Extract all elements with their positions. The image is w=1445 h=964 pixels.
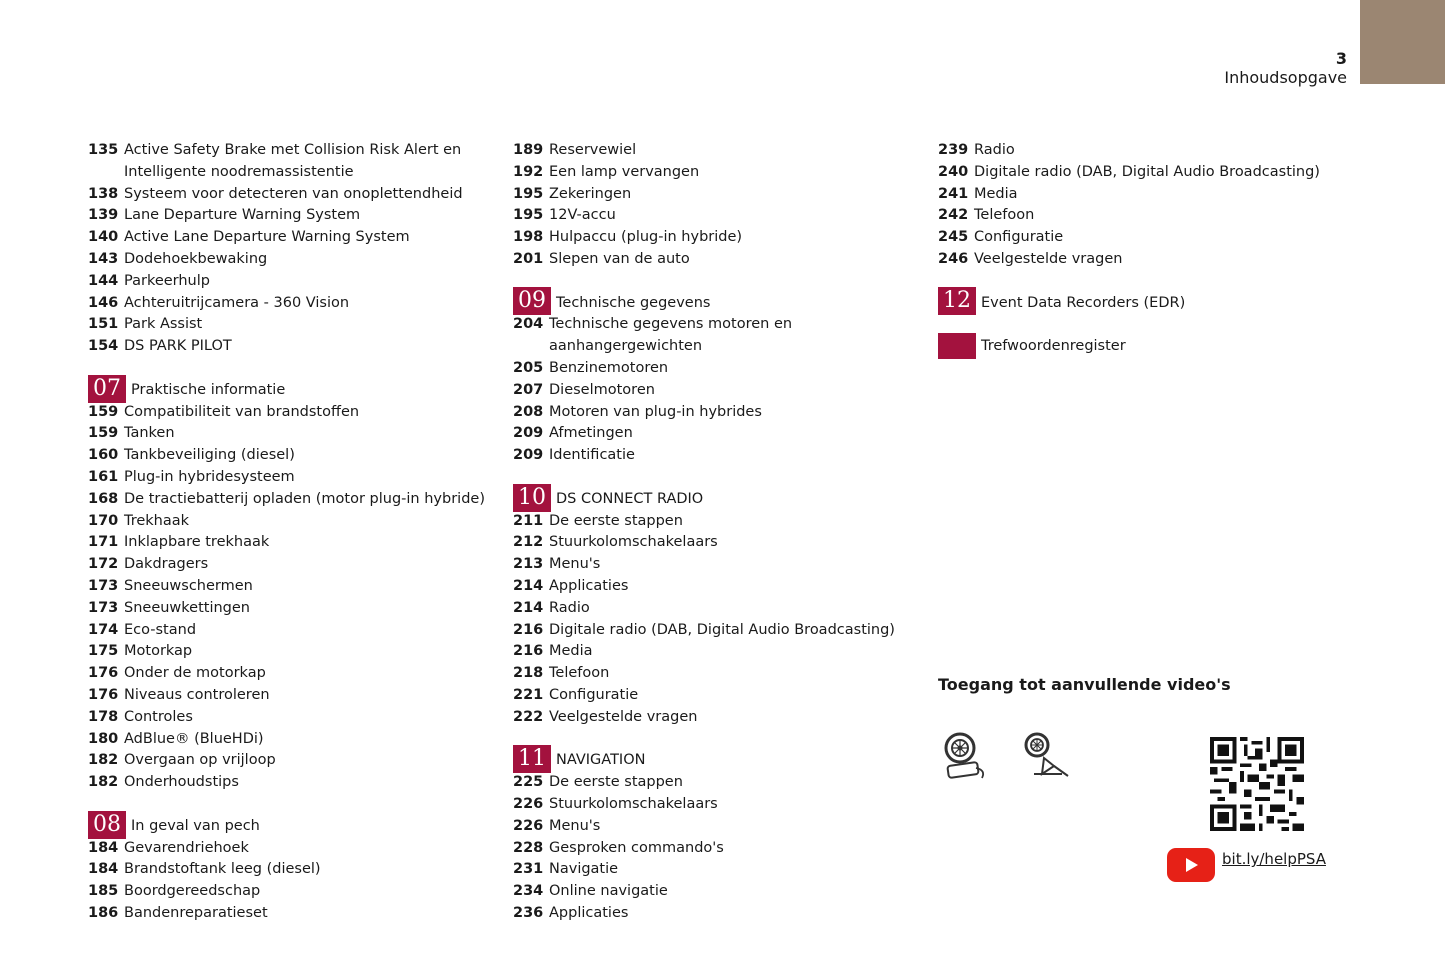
toc-entry[interactable] [513, 903, 895, 925]
toc-entry-text: Zekeringen [549, 185, 632, 202]
toc-page-number: 176 [88, 665, 119, 682]
chapter-title[interactable]: Event Data Recorders (EDR) [981, 294, 1186, 311]
toc-entry[interactable] [513, 402, 895, 424]
toc-entry[interactable] [513, 794, 895, 816]
toc-entry-text: Lane Departure Warning System [124, 207, 361, 224]
toc-entry-text: Veelgestelde vragen [549, 708, 698, 725]
toc-page-number: 216 [513, 621, 544, 638]
toc-entry-text: Systeem voor detecteren van onoplettendheid [124, 185, 463, 202]
toc-entry[interactable] [88, 489, 485, 511]
toc-entry[interactable] [88, 511, 485, 533]
chapter-tab [1360, 0, 1445, 84]
toc-page-number: 184 [88, 839, 119, 856]
toc-entry-text: Telefoon [974, 207, 1035, 224]
toc-entry[interactable] [938, 205, 1320, 227]
toc-page-number: 226 [513, 817, 544, 834]
page-number: 3 [1335, 49, 1347, 68]
toc-entry-text: De tractiebatterij opladen (motor plug-in hybride) [124, 490, 485, 507]
toc-entry-text: Media [549, 643, 593, 660]
toc-entry-text: Trekhaak [124, 512, 190, 529]
toc-entry-text: Technische gegevens motoren en [549, 316, 793, 333]
toc-entry-text: Afmetingen [549, 425, 633, 442]
toc-entry[interactable] [88, 227, 485, 249]
toc-page-number: 135 [88, 142, 119, 158]
toc-page-number: 236 [513, 904, 544, 921]
toc-entry-text: Plug-in hybridesysteem [124, 468, 295, 485]
toc-page-number: 204 [513, 316, 544, 333]
toc-page-number: 214 [513, 577, 544, 594]
toc-page-number: 209 [513, 447, 544, 464]
toc-entry[interactable] [513, 336, 895, 358]
chapter-title[interactable]: In geval van pech [131, 817, 260, 834]
toc-entry-text: Benzinemotoren [549, 359, 669, 376]
toc-page-number: 192 [513, 163, 544, 180]
toc-entry[interactable] [88, 598, 485, 620]
toc-entry-text: Stuurkolomschakelaars [549, 534, 718, 551]
toc-page-number: 189 [513, 142, 544, 158]
toc-entry-text: Sneeuwkettingen [124, 599, 250, 616]
toc-entry[interactable] [88, 838, 485, 860]
toc-page-number: 159 [88, 403, 119, 420]
toc-page-number: 218 [513, 665, 544, 682]
toc-entry[interactable] [513, 511, 895, 533]
toc-entry-text: Tanken [124, 425, 175, 442]
toc-page-number: 184 [88, 861, 119, 878]
toc-page-number: 161 [88, 468, 119, 485]
toc-entry[interactable] [88, 859, 485, 881]
toc-entry[interactable] [513, 663, 895, 685]
toc-entry[interactable] [88, 554, 485, 576]
toc-page-number: 144 [88, 272, 119, 289]
toc-entry[interactable] [88, 707, 485, 729]
toc-entry-text: Dieselmotoren [549, 381, 655, 398]
toc-entry-text: Digitale radio (DAB, Digital Audio Broadcasting) [974, 163, 1320, 180]
toc-entry-text: Gesproken commando's [549, 839, 724, 856]
toc-page-number: 180 [88, 730, 119, 747]
chapter-number: 07 [88, 375, 126, 403]
toc-page-number: 160 [88, 447, 119, 464]
toc-entry-text: Menu's [549, 817, 601, 834]
toc-entry-text: De eerste stappen [549, 512, 683, 529]
chapter-header [513, 746, 895, 772]
toc-entry-text: AdBlue® (BlueHDi) [124, 730, 264, 747]
toc-page-number: 175 [88, 643, 119, 660]
toc-entry-text: Menu's [549, 556, 601, 573]
toc-entry[interactable] [513, 445, 895, 467]
page-title: Inhoudsopgave [1224, 68, 1347, 87]
toc-entry[interactable] [513, 707, 895, 729]
toc-entry-text: Online navigatie [549, 883, 668, 900]
toc-entry[interactable] [88, 205, 485, 227]
toc-entry-text: Dodehoekbewaking [124, 250, 268, 267]
toc-entry-text: Media [974, 185, 1018, 202]
toc-page-number: 186 [88, 904, 119, 921]
toc-entry[interactable] [88, 772, 485, 794]
toc-entry[interactable] [513, 816, 895, 838]
toc-page-number: 226 [513, 795, 544, 812]
toc-page-number: 209 [513, 425, 544, 442]
toc-entry-text: Intelligente noodremassistentie [124, 163, 354, 180]
toc-entry-text: Compatibiliteit van brandstoffen [124, 403, 360, 420]
toc-entry-text: Bandenreparatieset [124, 904, 268, 921]
toc-entry-text: Park Assist [124, 316, 203, 333]
toc-entry-text: Reservewiel [549, 142, 637, 158]
toc-entry[interactable] [938, 249, 1320, 271]
videos-title: Toegang tot aanvullende video's [938, 675, 1231, 694]
toc-page-number: 211 [513, 512, 544, 529]
toc-page-number: 146 [88, 294, 119, 311]
tyre-repair-kit-icon[interactable] [940, 730, 990, 782]
toc-entry-text: Sneeuwschermen [124, 577, 253, 594]
chapter-header [513, 288, 895, 315]
toc-column-2 [513, 140, 895, 925]
toc-entry[interactable] [88, 467, 485, 489]
toc-entry[interactable] [88, 162, 485, 184]
toc-page-number: 221 [513, 686, 544, 703]
chapter-header [938, 288, 1320, 315]
toc-page-number: 178 [88, 708, 119, 725]
toc-page-number: 198 [513, 229, 544, 246]
toc-entry-text: Active Safety Brake met Collision Risk Alert en [124, 142, 462, 158]
toc-entry-text: Veelgestelde vragen [974, 250, 1123, 267]
toc-entry[interactable] [513, 620, 895, 642]
toc-entry-text: Slepen van de auto [549, 250, 690, 267]
toc-entry[interactable] [513, 140, 895, 162]
toc-page-number: 172 [88, 556, 119, 573]
toc-page-number: 151 [88, 316, 119, 333]
toc-entry[interactable] [88, 184, 485, 206]
toc-entry[interactable] [513, 859, 895, 881]
toc-page-number: 195 [513, 185, 544, 202]
toc-entry-text: Radio [974, 142, 1015, 158]
toc-column-3 [938, 140, 1320, 358]
toc-entry[interactable] [513, 227, 895, 249]
toc-entry-text: Controles [124, 708, 193, 725]
chapter-title[interactable]: NAVIGATION [556, 752, 646, 769]
toc-entry-text: Digitale radio (DAB, Digital Audio Broadcasting) [549, 621, 895, 638]
toc-entry-text: Overgaan op vrijloop [124, 752, 276, 769]
toc-page-number: 168 [88, 490, 119, 507]
chapter-number: 09 [513, 287, 551, 315]
toc-entry-text: Radio [549, 599, 590, 616]
toc-page-number: 159 [88, 425, 119, 442]
toc-entry[interactable] [88, 271, 485, 293]
toc-entry-text: Motoren van plug-in hybrides [549, 403, 762, 420]
toc-entry[interactable] [513, 554, 895, 576]
toc-page-number: 241 [938, 185, 969, 202]
spare-wheel-jack-icon[interactable] [1020, 730, 1072, 782]
toc-entry-text: De eerste stappen [549, 774, 683, 791]
chapter-header [513, 484, 895, 511]
toc-entry[interactable] [88, 445, 485, 467]
toc-page-number: 246 [938, 250, 969, 267]
toc-page-number: 234 [513, 883, 544, 900]
toc-entry[interactable] [88, 750, 485, 772]
toc-page-number: 170 [88, 512, 119, 529]
toc-page-number: 171 [88, 534, 119, 551]
toc-entry[interactable] [88, 641, 485, 663]
toc-page-number: 139 [88, 207, 119, 224]
qr-code-icon [1210, 737, 1304, 831]
toc-page-number: 231 [513, 861, 544, 878]
chapter-number: 08 [88, 811, 126, 839]
toc-page-number: 222 [513, 708, 544, 725]
toc-entry[interactable] [88, 249, 485, 271]
toc-page-number: 173 [88, 577, 119, 594]
toc-entry[interactable] [88, 140, 485, 162]
toc-entry[interactable] [513, 380, 895, 402]
toc-entry-text: Brandstoftank leeg (diesel) [124, 861, 321, 878]
toc-page-number: 212 [513, 534, 544, 551]
toc-page-number: 242 [938, 207, 969, 224]
toc-entry[interactable] [938, 140, 1320, 162]
toc-entry[interactable] [513, 249, 895, 271]
toc-entry-text: Dakdragers [124, 556, 209, 573]
toc-entry-text: Motorkap [124, 643, 193, 660]
toc-page-number: 228 [513, 839, 544, 856]
toc-entry-text: Telefoon [549, 665, 610, 682]
toc-entry[interactable] [513, 641, 895, 663]
toc-entry-text: Configuratie [974, 229, 1064, 246]
toc-entry-text: Parkeerhulp [124, 272, 210, 289]
toc-entry[interactable] [513, 205, 895, 227]
toc-entry[interactable] [88, 336, 485, 358]
toc-entry[interactable] [88, 729, 485, 751]
toc-entry-text: Eco-stand [124, 621, 197, 638]
toc-entry[interactable] [513, 881, 895, 903]
toc-entry[interactable] [88, 402, 485, 424]
toc-page-number: 195 [513, 207, 544, 224]
toc-page-number: 225 [513, 774, 544, 791]
toc-page-number: 154 [88, 338, 119, 355]
toc-entry[interactable] [513, 838, 895, 860]
toc-page-number: 216 [513, 643, 544, 660]
toc-page-number: 140 [88, 229, 119, 246]
chapter-number: 11 [513, 745, 551, 773]
toc-page-number: 174 [88, 621, 119, 638]
toc-entry[interactable] [513, 576, 895, 598]
toc-entry-text: Stuurkolomschakelaars [549, 795, 718, 812]
toc-page-number: 205 [513, 359, 544, 376]
toc-entry[interactable] [513, 184, 895, 206]
youtube-icon[interactable] [1167, 848, 1215, 882]
toc-entry[interactable] [88, 881, 485, 903]
toc-entry[interactable] [88, 663, 485, 685]
toc-page-number [88, 162, 124, 184]
toc-page-number: 176 [88, 686, 119, 703]
toc-entry[interactable] [513, 772, 895, 794]
toc-entry-text: Onderhoudstips [124, 774, 239, 791]
toc-entry[interactable] [88, 620, 485, 642]
toc-page-number: 138 [88, 185, 119, 202]
toc-page-number: 182 [88, 774, 119, 791]
toc-page-number: 207 [513, 381, 544, 398]
toc-entry[interactable] [513, 532, 895, 554]
toc-entry-text: Identificatie [549, 447, 635, 464]
toc-page-number: 214 [513, 599, 544, 616]
toc-page-number: 208 [513, 403, 544, 420]
toc-page-number: 173 [88, 599, 119, 616]
toc-page-number: 201 [513, 250, 544, 267]
toc-entry[interactable] [938, 162, 1320, 184]
toc-entry-text: Inklapbare trekhaak [124, 534, 270, 551]
chapter-header [88, 375, 485, 402]
toc-page-number: 245 [938, 229, 969, 246]
toc-page-number [513, 336, 549, 358]
chapter-header [88, 811, 485, 838]
toc-entry[interactable] [88, 685, 485, 707]
toc-entry[interactable] [88, 293, 485, 315]
toc-entry-text: Een lamp vervangen [549, 163, 700, 180]
toc-entry-text: Tankbeveiliging (diesel) [124, 447, 295, 464]
toc-entry[interactable] [88, 903, 485, 925]
toc-entry[interactable] [513, 423, 895, 445]
toc-entry-text: Applicaties [549, 577, 629, 594]
toc-entry-text: Niveaus controleren [124, 686, 270, 703]
toc-page-number: 182 [88, 752, 119, 769]
toc-entry-text: 12V-accu [549, 207, 616, 224]
chapter-title[interactable]: Praktische informatie [131, 381, 286, 398]
toc-entry-text: Navigatie [549, 861, 619, 878]
toc-entry[interactable] [938, 184, 1320, 206]
toc-page-number: 185 [88, 883, 119, 900]
chapter-number: 12 [938, 287, 976, 315]
toc-entry[interactable] [88, 576, 485, 598]
toc-entry[interactable] [513, 685, 895, 707]
toc-entry[interactable] [88, 314, 485, 336]
toc-entry-text: Achteruitrijcamera - 360 Vision [124, 294, 350, 311]
toc-entry-text: Boordgereedschap [124, 883, 261, 900]
toc-page-number: 240 [938, 163, 969, 180]
toc-entry-text: aanhangergewichten [549, 338, 703, 355]
toc-page-number: 239 [938, 142, 969, 158]
toc-entry-text: Applicaties [549, 904, 629, 921]
toc-entry-text: Configuratie [549, 686, 639, 703]
chapter-header [938, 336, 1320, 358]
toc-page-number: 213 [513, 556, 544, 573]
toc-entry[interactable] [88, 423, 485, 445]
help-video-link[interactable]: bit.ly/helpPSA [1222, 850, 1326, 868]
chapter-title[interactable]: Technische gegevens [556, 294, 711, 311]
toc-column-1 [88, 140, 485, 925]
chapter-number [938, 333, 976, 359]
toc-page-number: 143 [88, 250, 119, 267]
toc-entry[interactable] [513, 314, 895, 336]
toc-entry-text: Active Lane Departure Warning System [124, 229, 410, 246]
toc-entry-text: Onder de motorkap [124, 665, 266, 682]
toc-entry-text: Hulpaccu (plug-in hybride) [549, 229, 743, 246]
toc-entry-text: Gevarendriehoek [124, 839, 249, 856]
toc-entry[interactable] [938, 227, 1320, 249]
toc-entry[interactable] [88, 532, 485, 554]
chapter-title[interactable]: DS CONNECT RADIO [556, 490, 704, 507]
chapter-number: 10 [513, 484, 551, 512]
chapter-title[interactable]: Trefwoordenregister [981, 338, 1126, 355]
toc-entry-text: DS PARK PILOT [124, 338, 232, 355]
toc-entry[interactable] [513, 162, 895, 184]
toc-entry[interactable] [513, 598, 895, 620]
toc-entry[interactable] [513, 358, 895, 380]
